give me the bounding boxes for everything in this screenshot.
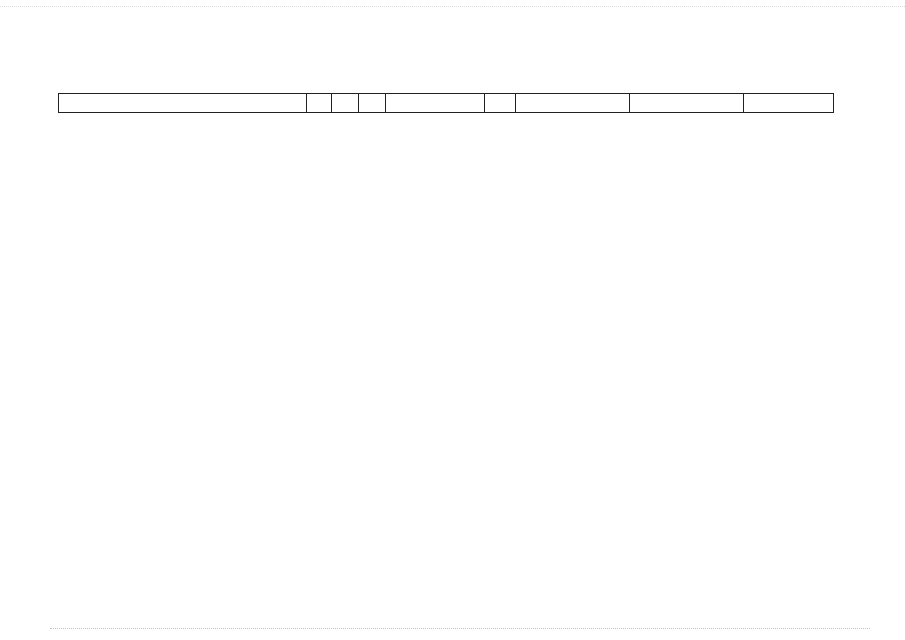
column-header-row xyxy=(59,94,834,113)
column-header-table xyxy=(58,93,834,113)
column-header-2 xyxy=(307,94,332,113)
column-header-1 xyxy=(59,94,307,113)
column-header-6 xyxy=(485,94,516,113)
scan-speckle-top xyxy=(0,6,905,11)
column-header-9 xyxy=(744,94,834,113)
column-header-3 xyxy=(332,94,359,113)
column-header-4 xyxy=(359,94,386,113)
column-header-5 xyxy=(386,94,485,113)
column-header-7 xyxy=(516,94,630,113)
scan-speckle-bottom xyxy=(50,628,870,633)
column-header-8 xyxy=(630,94,744,113)
